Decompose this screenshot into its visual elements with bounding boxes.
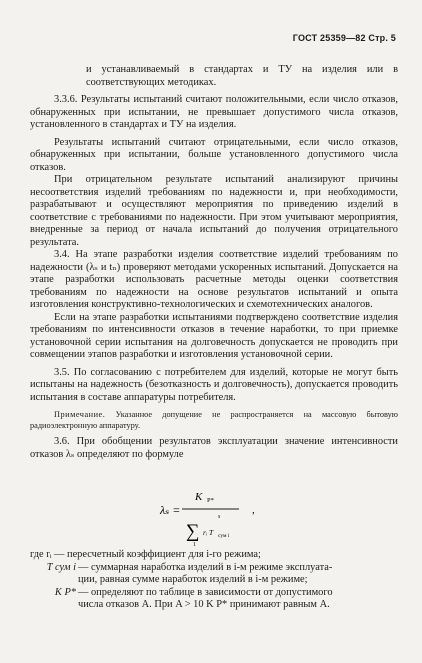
document-body (30, 64, 398, 612)
note-label: Примечание. (54, 410, 106, 419)
paragraph: Если на этапе разработки испытаниями подтверждено соответствие изделия требованиям по интенсивности отказов в течение наработки, то при приемке установочной серии испытания на долговечность допускается не проводить при совмещении этапов разработки и изготовления установочной серии. (30, 311, 398, 360)
note-text: Указанное допущение не распространяется на массовую бытовую радиоэлектронную аппаратуру. (30, 410, 399, 430)
formula-graphic (30, 461, 398, 549)
definition-continuation: ции, равная сумме наработок изделий в i-м режиме; (78, 574, 308, 585)
definition-row (30, 587, 398, 600)
paragraph: 3.4. На этапе разработки изделия соответствие изделий требованиям по надежности (λₛ и tₙ) проверяют методами ускоренных испытаний. Допускается на этапе разработки использовать расчетные методы оценки соответствия требованиям по надежности на основе результатов испытаний и опыта изготовления конструктивно-технологических и схемотехнических аналогов. (30, 249, 398, 310)
formula-numerator: K (195, 491, 203, 503)
page-header: ГОСТ 25359—82 Стр. 5 (292, 33, 396, 43)
definition-symbol-text: где rᵢ (30, 549, 52, 560)
definition-continuation: числа отказов A. При A > 10 K P* принимают равным A. (78, 599, 330, 610)
paragraph: и устанавливаемый в стандартах и ТУ на изделия или в соответствующих методиках. (86, 64, 398, 88)
sum-sign: ∑ (186, 521, 200, 542)
definition-text: — определяют по таблице в зависимости от допустимого (78, 586, 333, 598)
paragraph: При отрицательном результате испытаний анализируют причины несоответствия изделий требованиям по надежности и, при необходимости, разрабатывают и осуществляют мероприятия по приведению изделий в соответствие с требованиями по надежности. При этом учитывают мероприятия, внедренные за период от начала испытаний до получения отрицательного результата. (30, 174, 398, 248)
formula-term-sub: сум i (218, 533, 230, 539)
formula (30, 461, 398, 549)
formula-numerator-sub: P* (207, 497, 214, 504)
definition-row (30, 549, 398, 562)
paragraph: 3.3.6. Результаты испытаний считают положительными, если число отказов, обнаруженных при испытании, не превышает допустимого числа отказов, установленного в стандартах и ТУ на изделия. (30, 94, 398, 130)
definition-symbol: T сум i (46, 561, 76, 573)
definition-text: — суммарная наработка изделий в i-м режиме эксплуата- (78, 561, 333, 573)
formula-term: rᵢ T (203, 528, 214, 537)
definition-symbol: K P* (54, 586, 76, 598)
definition-row (30, 562, 398, 575)
note (30, 409, 398, 431)
formula-trailing: , (252, 504, 255, 516)
sum-lower: 1 (193, 542, 196, 548)
paragraph: Результаты испытаний считают отрицательными, если число отказов, обнаруженных при испытании, больше установленного допустимого числа отказов. (30, 136, 398, 173)
definition-text: — пересчетный коэффициент для i-го режима; (54, 549, 261, 560)
paragraph: 3.6. При обобщении результатов эксплуатации значение интенсивности отказов λₛ определяют по формуле (30, 436, 398, 460)
sum-upper: s (218, 514, 221, 520)
paragraph: 3.5. По согласованию с потребителем для изделий, которые не могут быть испытаны на надежность (безотказность и долговечность), допускается проводить испытания в составе аппаратуры потребителя. (30, 366, 398, 403)
definitions (30, 549, 398, 612)
formula-lhs: λₛ = (160, 503, 181, 517)
